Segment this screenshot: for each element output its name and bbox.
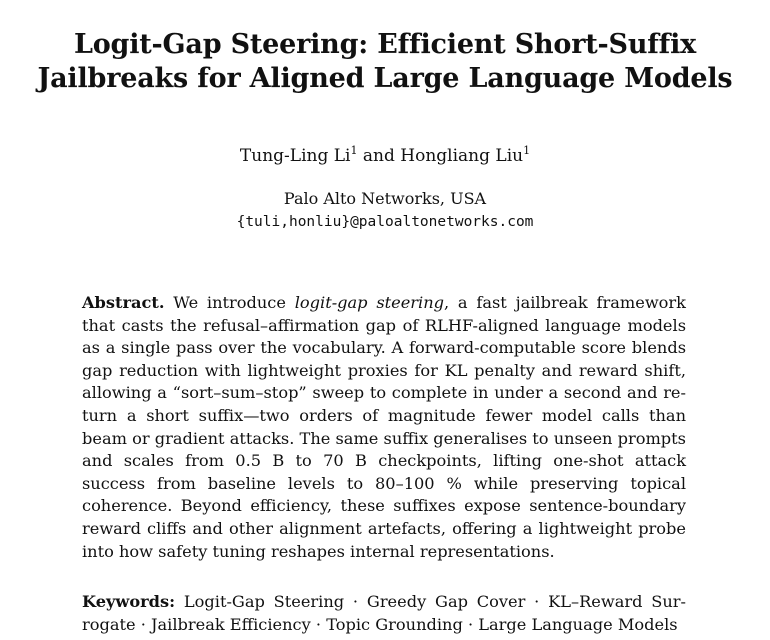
affiliation-marker: 1 (350, 144, 358, 157)
affiliation-marker: 1 (523, 144, 531, 157)
author-name: Tung-Ling Li (239, 146, 351, 166)
keywords (82, 591, 686, 636)
abstract (82, 292, 686, 563)
abstract-body: , a fast jailbreak framework that casts the refusal–affirmation gap of RLHF-aligned language models as a single pass over the vocabulary. A forward-computable score blends gap reduction with lightweight proxies for KL penalty and reward shift, allowing a “sort–sum–stop” sweep to complete in under a second and return a short suffix—two orders of magnitude fewer model calls than beam or gradient attacks. The same suffix generalises to unseen prompts and scales from 0.5 B to 70 B checkpoints, lifting one-shot attack success from baseline levels to 80–100 % while preserving topical coherence. Beyond efficiency, these suffixes expose sentence-boundary reward cliffs and other alignment artefacts, offering a lightweight probe into how safety tuning reshapes internal representations. (82, 293, 686, 561)
paper-title (0, 28, 770, 96)
author-conjunction: and (362, 146, 395, 166)
keywords-text: Logit-Gap Steering · Greedy Gap Cover · KL–Reward Surrogate · Jailbreak Efficiency · Topic Grounding · Large Language Models (82, 592, 686, 634)
author-email: {tuli,honliu}@paloaltonetworks.com (236, 214, 534, 230)
paper-title-line-2: Jailbreaks for Aligned Large Language Models (37, 63, 733, 94)
abstract-intro: We introduce (173, 293, 286, 312)
abstract-label: Abstract. (82, 293, 165, 312)
abstract-term: logit-gap steering (294, 293, 444, 312)
author-list (0, 145, 770, 167)
paper-title-line-1: Logit-Gap Steering: Efficient Short-Suffix (73, 29, 697, 60)
affiliation: Palo Alto Networks, USA (283, 189, 487, 208)
author-name: Hongliang Liu (400, 146, 524, 166)
keywords-label: Keywords: (82, 592, 176, 611)
